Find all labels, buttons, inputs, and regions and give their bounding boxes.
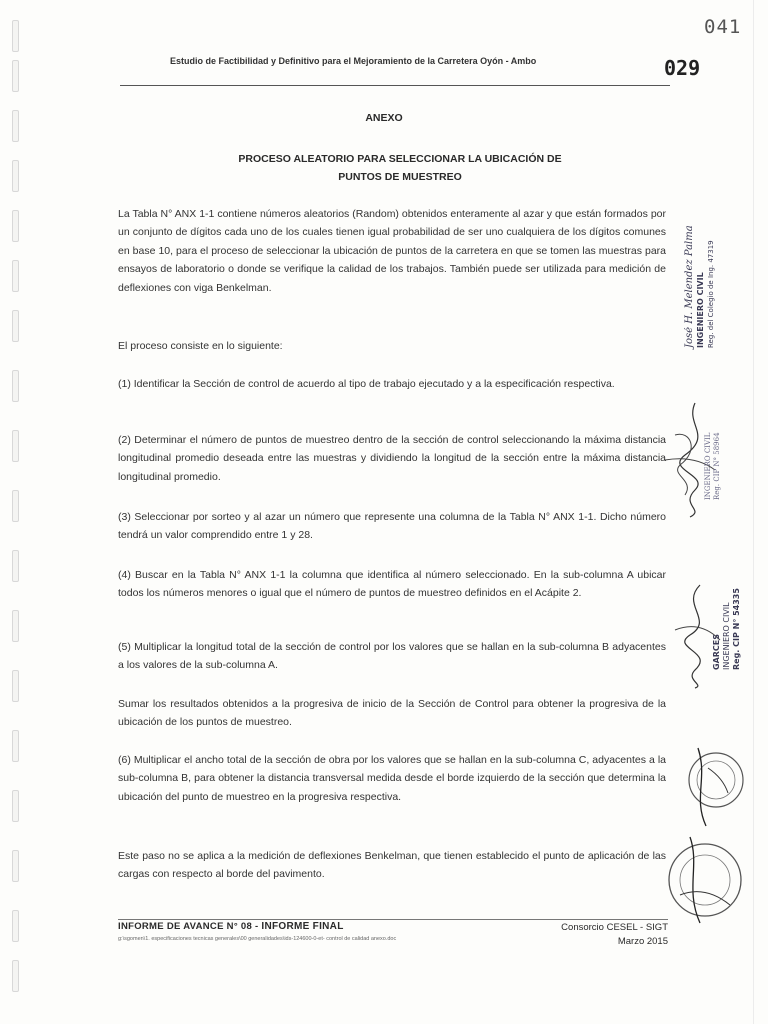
seal-3-reg: Reg. CIP N° 54335 bbox=[732, 588, 741, 670]
intro-paragraph: La Tabla N° ANX 1-1 contiene números aleatorios (Random) obtenidos enteramente al azar y que están formados por un conjunto de dígitos cada uno de los cuales tienen igual probabilidad de ser uno cualquiera de los dígitos comunes en base 10, para el proceso de seleccionar la ubicación de puntos de la carretera en que se tomen las muestras para ensayos de laboratorio o donde se verifique la calidad de los trabajos. También puede ser utilizada para medición de deflexiones con viga Benkelman. bbox=[118, 208, 666, 294]
footer-report-prefix: INFORME DE AVANCE N° 08 - bbox=[118, 921, 262, 932]
footer-report-final: INFORME FINAL bbox=[261, 921, 344, 932]
round-seal-2 bbox=[660, 835, 745, 925]
step-4: (4) Buscar en la Tabla N° ANX 1-1 la columna que identifica al número seleccionado. En la sub-columna A ubicar todos los números menores o igual que el número de puntos de muestreo definidos en el Acápite 2. bbox=[118, 569, 666, 600]
step-5: (5) Multiplicar la longitud total de la sección de control por los valores que se hallan en la sub-columna B adyacentes a los valores de la sub-columna A. bbox=[118, 641, 666, 672]
folio-stamp: 041 bbox=[704, 16, 742, 38]
page-edge bbox=[753, 0, 754, 1024]
engineer-seal-1 bbox=[684, 218, 717, 348]
seal-3-name: GARCES bbox=[712, 633, 721, 670]
round-seal-1 bbox=[678, 738, 748, 828]
seal-3-title: INGENIERO CIVIL bbox=[722, 602, 731, 670]
footer-file-path: g:\sgomen\1. especificaciones tecnicas generales\00 generalidades\ids-124600-0-et- control de calidad anexo.doc bbox=[118, 936, 397, 942]
process-intro: El proceso consiste en lo siguiente: bbox=[118, 340, 283, 352]
sum-note: Sumar los resultados obtenidos a la progresiva de inicio de la Sección de Control para obtener la progresiva de la ubicación de los puntos de muestreo. bbox=[118, 698, 666, 729]
page-title bbox=[190, 150, 610, 186]
header-title: Estudio de Factibilidad y Definitivo para el Mejoramiento de la Carretera Oyón - Ambo bbox=[170, 56, 537, 66]
engineer-seal-3 bbox=[712, 555, 742, 670]
title-line-1: PROCESO ALEATORIO PARA SELECCIONAR LA UBICACIÓN DE bbox=[238, 153, 562, 165]
seal-1-name: José H. Melendez Palma bbox=[684, 225, 695, 348]
annex-label: ANEXO bbox=[365, 112, 403, 124]
header-rule bbox=[120, 85, 670, 86]
title-line-2: PUNTOS DE MUESTREO bbox=[338, 171, 462, 183]
engineer-seal-2 bbox=[704, 405, 722, 500]
page-number: 029 bbox=[664, 56, 701, 80]
footer-report-label bbox=[118, 921, 344, 932]
seal-2-reg: Reg. CIP N° 58964 bbox=[713, 432, 721, 500]
binding-holes bbox=[8, 10, 28, 990]
seal-1-title: INGENIERO CIVIL bbox=[696, 272, 705, 348]
step-2: (2) Determinar el número de puntos de muestreo dentro de la sección de control seleccionando la máxima distancia longitudinal promedio deseada entre las muestras y dividiendo la longitud de la sección entre la máxima distancia longitudinal promedio. bbox=[118, 434, 666, 483]
step-6: (6) Multiplicar el ancho total de la sección de obra por los valores que se hallan en la sub-columna C, adyacentes a la sub-columna B, para obtener la distancia transversal medida desde el borde izquierdo de la sección que determina la ubicación del punto de muestreo en la progresiva respectiva. bbox=[118, 754, 666, 803]
footer-right bbox=[526, 921, 668, 949]
footer-consortium: Consorcio CESEL - SIGT bbox=[561, 922, 668, 933]
step-3: (3) Seleccionar por sorteo y al azar un número que represente una columna de la Tabla N° ANX 1-1. Dicho número tendrá un valor comprendido entre 1 y 28. bbox=[118, 511, 666, 542]
footer-date: Marzo 2015 bbox=[617, 936, 668, 947]
closing-paragraph: Este paso no se aplica a la medición de deflexiones Benkelman, que tienen establecido el punto de aplicación de las cargas con respecto al borde del pavimento. bbox=[118, 850, 666, 881]
seal-1-reg: Reg. del Colegio de Ing. 47319 bbox=[707, 240, 715, 348]
step-1: (1) Identificar la Sección de control de acuerdo al tipo de trabajo ejecutado y a la especificación respectiva. bbox=[118, 378, 615, 390]
seal-2-title: INGENIERO CIVIL bbox=[704, 432, 712, 500]
footer-rule bbox=[118, 919, 668, 920]
